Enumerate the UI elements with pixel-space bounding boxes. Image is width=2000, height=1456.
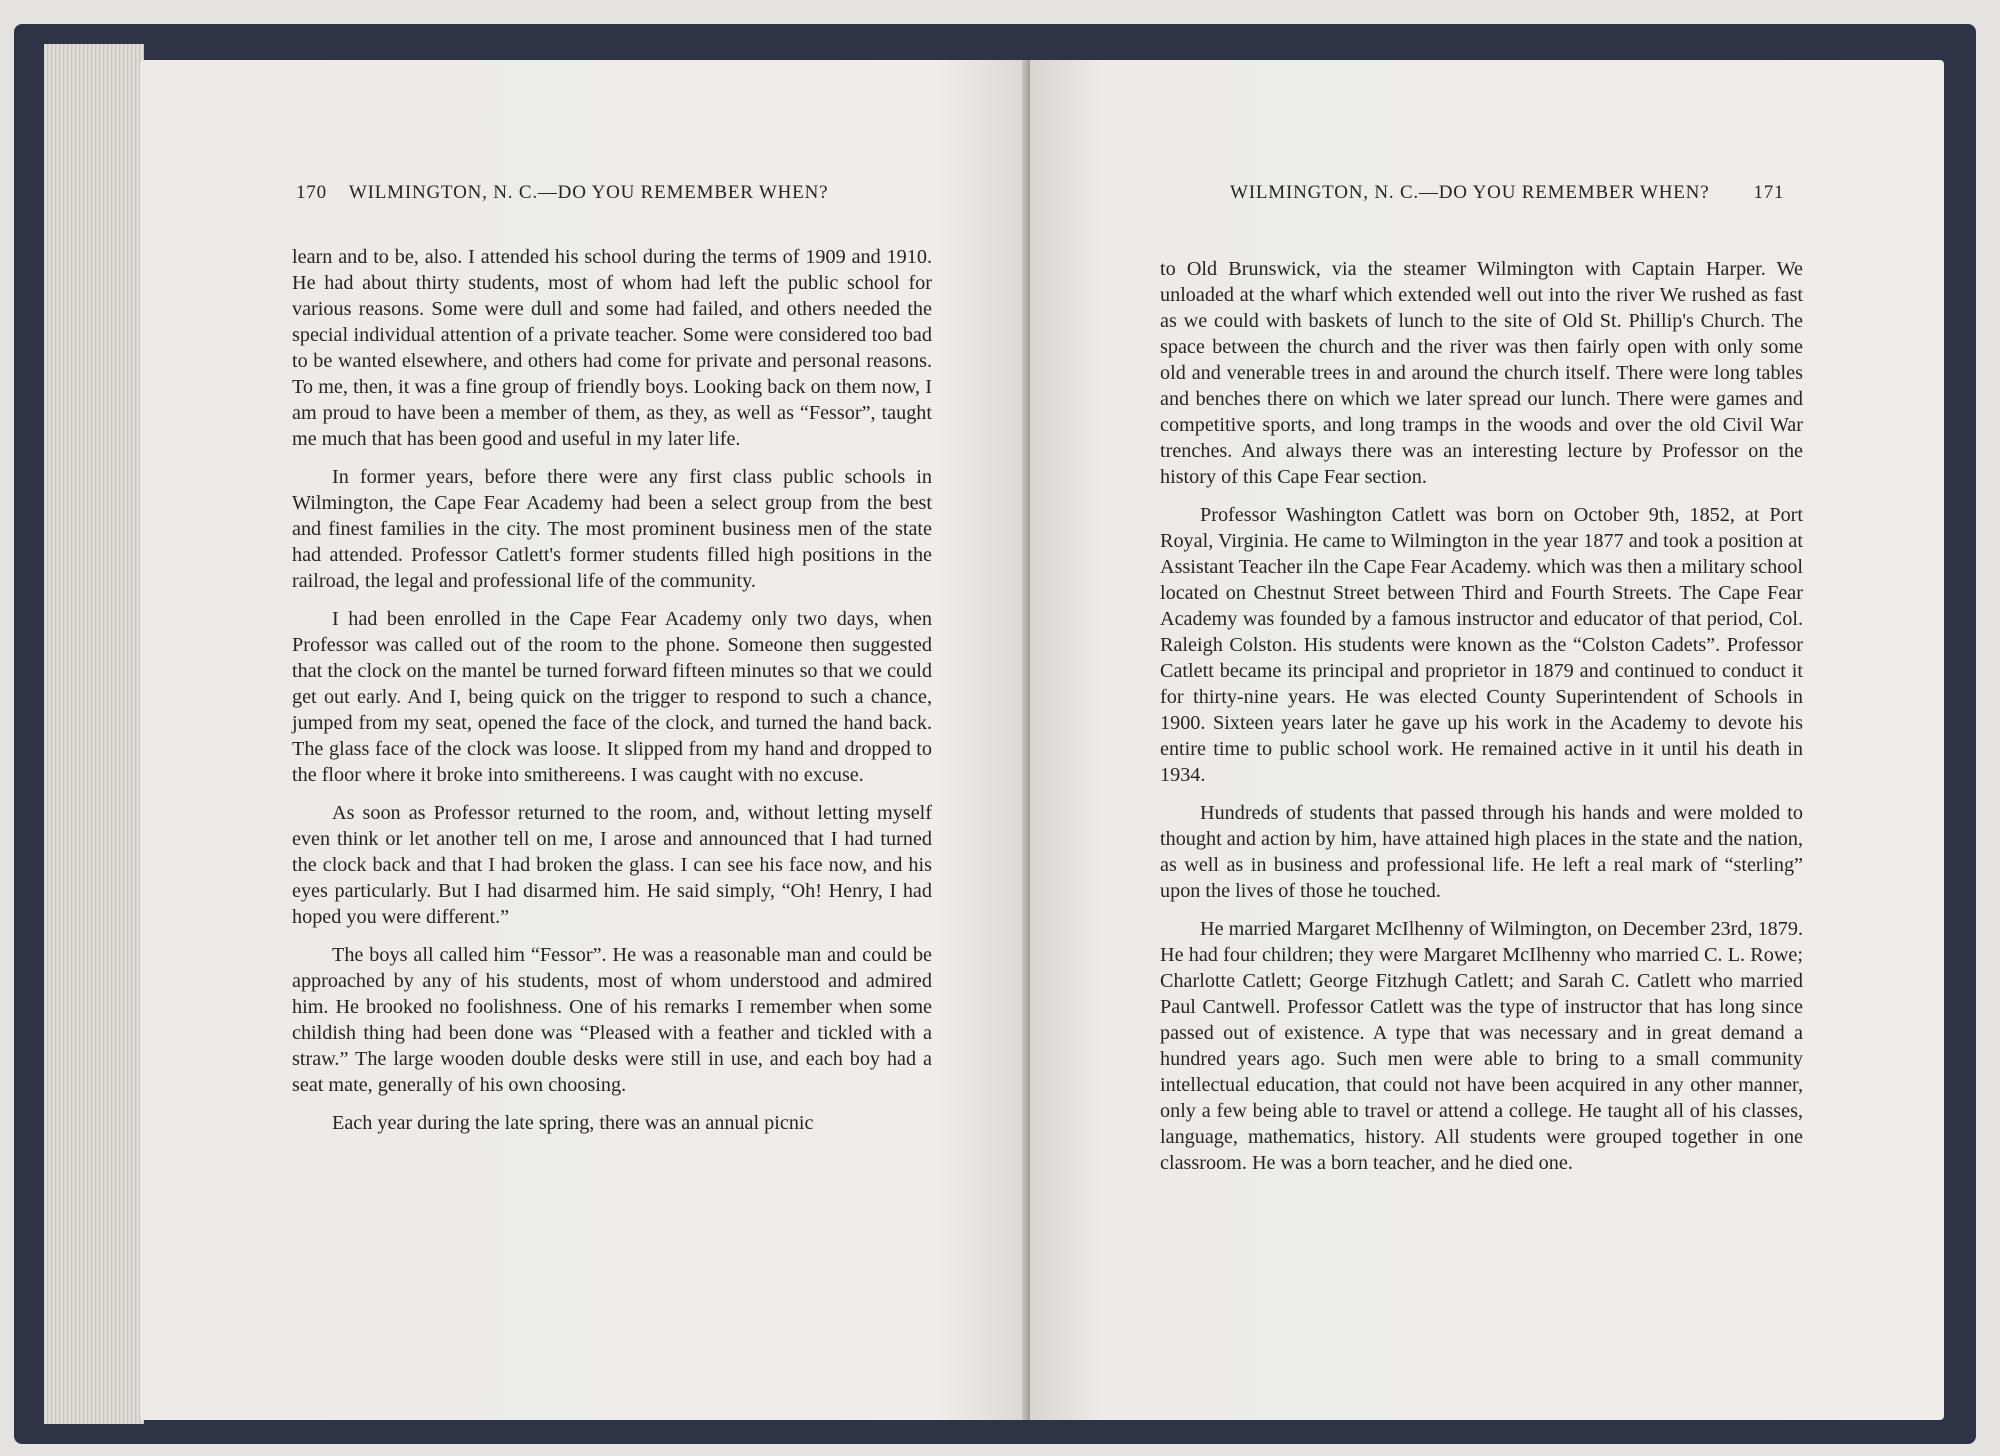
page-edges xyxy=(44,44,144,1424)
right-paragraph-2: Professor Washington Catlett was born on October 9th, 1852, at Port Royal, Virginia. He came to Wilmington in the year 1877 and took a position at Assistant Teacher iln the Cape Fear Academy. which was then a military school located on Chestnut Street between Third and Fourth Streets. The Cape Fear Academy was founded by a famous instructor and educator of that period, Col. Raleigh Colston. His students were known as the “Colston Cadets”. Professor Catlett became its principal and proprietor in 1879 and continued to conduct it for thirty-nine years. He was elected County Superintendent of Schools in 1900. Sixteen years later he gave up his work in the Academy to devote his entire time to public school work. He remained active in it until his death in 1934. xyxy=(1160,504,1803,786)
left-page-number: 170 xyxy=(296,182,327,203)
right-paragraph-3: Hundreds of students that passed through his hands and were molded to thought and action by him, have attained high places in the state and the nation, as well as in business and professional life. He left a real mark of “sterling” upon the lives of those he touched. xyxy=(1160,802,1803,902)
left-page xyxy=(140,60,1028,1420)
left-running-head xyxy=(296,182,828,204)
right-paragraph-4: He married Margaret McIlhenny of Wilmington, on December 23rd, 1879. He had four children; they were Margaret McIlhenny who married C. L. Rowe; Charlotte Catlett; George Fitzhugh Catlett; and Sarah C. Catlett who married Paul Cantwell. Professor Catlett was the type of instructor that has long since passed out of existence. A type that was necessary and in great demand a hundred years ago. Such men were able to bring to a small community intellectual education, that could not have been acquired in any other manner, only a few being able to travel or attend a college. He taught all of his classes, language, mathematics, history. All students were grouped together in one classroom. He was a born teacher, and he died one. xyxy=(1160,918,1803,1174)
left-paragraph-6: Each year during the late spring, there was an annual picnic xyxy=(332,1112,814,1134)
right-running-title: WILMINGTON, N. C.—DO YOU REMEMBER WHEN? xyxy=(1230,182,1710,203)
left-paragraph-2: In former years, before there were any first class public schools in Wilmington, the Cape Fear Academy had been a select group from the best and finest families in the city. The most prominent business men of the state had attended. Professor Catlett's former students filled high positions in the railroad, the legal and professional life of the community. xyxy=(292,466,932,592)
left-running-title: WILMINGTON, N. C.—DO YOU REMEMBER WHEN? xyxy=(348,182,829,203)
right-page-number: 171 xyxy=(1753,182,1785,203)
left-paragraph-4: As soon as Professor returned to the room, and, without letting myself even think or let another tell on me, I arose and announced that I had turned the clock back and that I had broken the glass. I can see his face now, and his eyes particularly. But I had disarmed him. He said simply, “Oh! Henry, I had hoped you were different.” xyxy=(292,802,932,928)
right-paragraph-1: to Old Brunswick, via the steamer Wilmington with Captain Harper. We unloaded at the wharf which extended well out into the river We rushed as fast as we could with baskets of lunch to the site of Old St. Phillip's Church. The space between the church and the river was then fairly open with only some old and venerable trees in and around the church itself. There were long tables and benches there on which we later spread our lunch. There were games and competitive sports, and long tramps in the woods and over the old Civil War trenches. And always there was an interesting lecture by Professor on the history of this Cape Fear section. xyxy=(1160,258,1803,488)
left-paragraph-3: I had been enrolled in the Cape Fear Academy only two days, when Professor was called out of the room to the phone. Someone then suggested that the clock on the mantel be turned forward fifteen minutes so that we could get out early. And I, being quick on the trigger to respond to such a chance, jumped from my seat, opened the face of the clock, and turned the hand back. The glass face of the clock was loose. It slipped from my hand and dropped to the floor where it broke into smithereens. I was caught with no excuse. xyxy=(292,608,932,786)
left-paragraph-5: The boys all called him “Fessor”. He was a reasonable man and could be approached by any of his students, most of whom understood and admired him. He brooked no foolishness. One of his remarks I remember when some childish thing had been done was “Pleased with a feather and tickled with a straw.” The large wooden double desks were still in use, and each boy had a seat mate, generally of his own choosing. xyxy=(292,944,932,1096)
left-paragraph-1: learn and to be, also. I attended his school during the terms of 1909 and 1910. He had about thirty students, most of whom had left the public school for various reasons. Some were dull and some had failed, and others needed the special individual attention of a private teacher. Some were considered too bad to be wanted elsewhere, and others had come for private and personal reasons. To me, then, it was a fine group of friendly boys. Looking back on them now, I am proud to have been a member of them, as they, as well as “Fessor”, taught me much that has been good and useful in my later life. xyxy=(292,246,932,450)
right-running-head xyxy=(1230,182,1784,204)
right-page-body xyxy=(1160,256,1803,1176)
left-page-body xyxy=(292,244,932,1136)
right-page xyxy=(1030,60,1944,1420)
